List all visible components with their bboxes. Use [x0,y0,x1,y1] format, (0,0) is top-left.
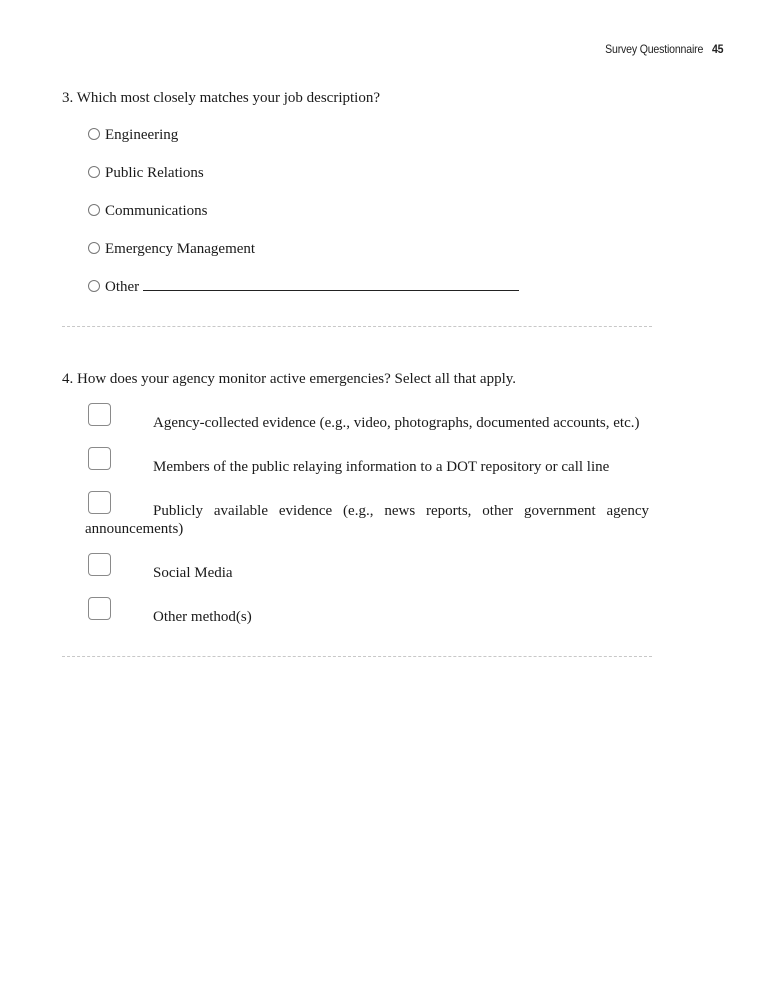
radio-circle-icon[interactable] [88,166,100,178]
radio-label: Other [105,279,140,295]
radio-circle-icon[interactable] [88,204,100,216]
checkbox-label: Members of the public relaying information to a DOT repository or call line [153,459,610,475]
checkbox-label: Other method(s) [153,609,252,625]
checkbox-label: Social Media [153,565,233,581]
page-number: 45 [711,42,723,56]
radio-option-communications[interactable] [88,202,208,220]
section-title: Survey Questionnaire [604,42,703,56]
checkbox-agency-collected-evidence[interactable] [88,403,111,426]
radio-label: Emergency Management [105,241,256,257]
radio-option-emergency-management[interactable] [88,240,255,258]
radio-label: Public Relations [105,165,204,181]
radio-circle-icon[interactable] [88,242,100,254]
checkbox-social-media[interactable] [88,553,111,576]
question-3-text: 3. Which most closely matches your job description? [62,90,380,106]
checkbox-label-wrapped [85,502,649,538]
checkbox-members-of-public[interactable] [88,447,111,470]
radio-circle-icon[interactable] [88,128,100,140]
checkbox-other-methods[interactable] [88,597,111,620]
radio-circle-icon[interactable] [88,280,100,292]
radio-option-public-relations[interactable] [88,164,204,182]
question-4-text: 4. How does your agency monitor active emergencies? Select all that apply. [62,371,517,387]
running-header [605,42,723,56]
other-write-in-line[interactable] [143,278,519,291]
checkbox-label: Publicly available evidence (e.g., news reports, other government agency announcements) [85,503,649,537]
section-divider [62,326,652,327]
section-divider [62,656,652,657]
radio-label: Communications [105,203,208,219]
checkbox-label: Agency-collected evidence (e.g., video, photographs, documented accounts, etc.) [153,415,640,431]
radio-option-engineering[interactable] [88,126,178,144]
radio-label: Engineering [105,127,179,143]
radio-option-other[interactable] [88,278,519,296]
